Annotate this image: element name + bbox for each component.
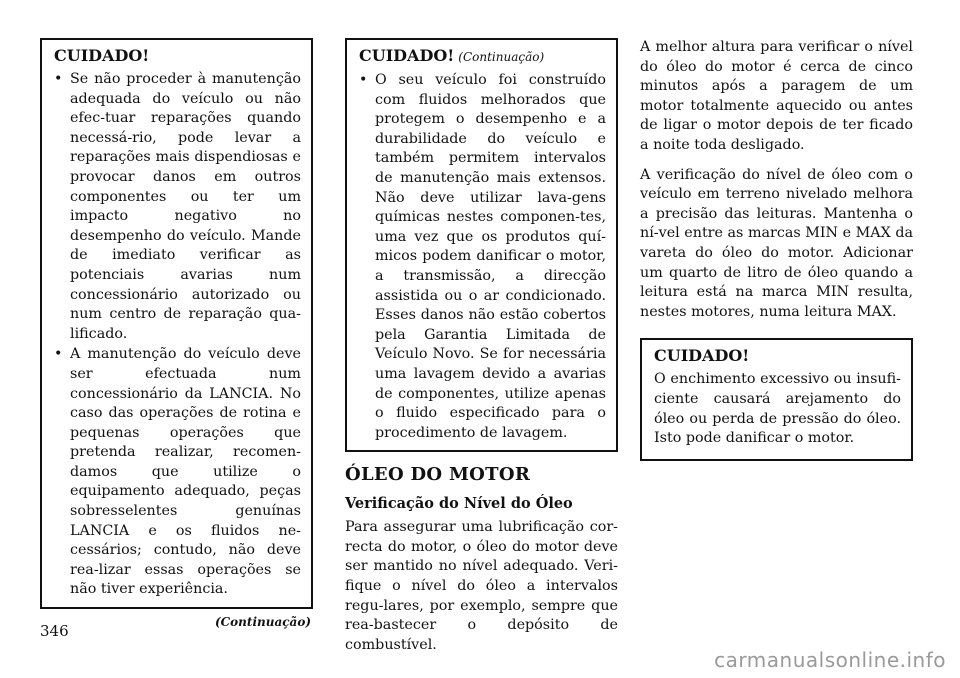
page-number: 346: [40, 622, 69, 640]
caution-bullet: • O seu veículo foi construído com fluidos melhorados que protegem o desempenho e a durabilidade do veículo e também permitem intervalos de manutenção mais extensos. Não deve utilizar lava-gens químicas nestes componen-tes, uma vez que os produtos quí-micos podem danificar o motor, a transmissão, a direcção assistida ou o ar condicionado. Esses danos não estão cobertos pela Garantia Limitada de Veículo Novo. Se for necessária uma lavagem devido a avarias de componentes, utilize apenas o fluido especificado para o procedimento de lavagem.: [359, 71, 606, 443]
caution-title: CUIDADO!: [654, 346, 750, 366]
column-right: [640, 38, 913, 461]
caution-box-3: [640, 338, 913, 460]
caution-title: CUIDADO!: [54, 46, 150, 65]
caution-continuation-label: (Continuação): [458, 50, 545, 64]
subsection-title: Verificação do Nível do Óleo: [345, 495, 573, 513]
caution-box-1: [40, 38, 313, 609]
body-paragraph: A verificação do nível de óleo com o veículo em terreno nivelado melhora a precisão das leituras. Mantenha o ní-vel entre as marcas MIN e MAX da vareta do óleo do motor. Adicionar um quarto de litro de óleo quando a leitura está na marca MIN resulta, nestes motores, numa leitura MAX.: [640, 166, 913, 320]
caution-bullet: • Se não proceder à manutenção adequada do veículo ou não efec-tuar reparações quando necessá-rio, pode levar a reparações mais dispendiosas e provocar danos em outros componentes ou ter um impacto negativo no desempenho do veículo. Mande de imediato verificar as potenciais avarias num concessionário autorizado ou num centro de reparação qua-lificado.: [54, 70, 301, 344]
caution-title: [359, 46, 606, 67]
caution-bullet: • A manutenção do veículo deve ser efectuada num concessionário da LANCIA. No caso das operações de rotina e pequenas operações que pretenda realizar, recomen-damos que utilize o equipamento adequado, peças sobresselentes genuínas LANCIA e os fluidos ne-cessários; contudo, não deve rea-lizar essas operações se não tiver experiência.: [54, 345, 301, 600]
caution-text: O enchimento excessivo ou insufi-ciente causará arejamento do óleo ou perda de pressão do óleo. Isto pode danificar o motor.: [654, 371, 901, 447]
caution-bullet-list: [359, 71, 606, 443]
section-title: ÓLEO DO MOTOR: [345, 464, 531, 486]
body-paragraph: A melhor altura para verificar o nível do óleo do motor é cerca de cinco minutos após a paragem de um motor totalmente aquecido ou antes de ligar o motor depois de ter ficado a noite toda desligado.: [640, 39, 913, 153]
column-middle: [345, 38, 618, 665]
column-left: [40, 38, 313, 629]
watermark-text: carmanualsonline.info: [714, 648, 946, 672]
body-paragraph: Para assegurar uma lubrificação cor-recta do motor, o óleo do motor deve ser mantido no nível adequado. Veri-fique o nível do óleo a intervalos regu-lares, por exemplo, sempre que rea-bastecer o depósito de combustível.: [345, 519, 618, 653]
continuation-label: (Continuação): [214, 615, 311, 630]
caution-title-text: CUIDADO!: [359, 46, 455, 65]
caution-box-2: [345, 38, 618, 452]
caution-bullet-list: [54, 70, 301, 600]
